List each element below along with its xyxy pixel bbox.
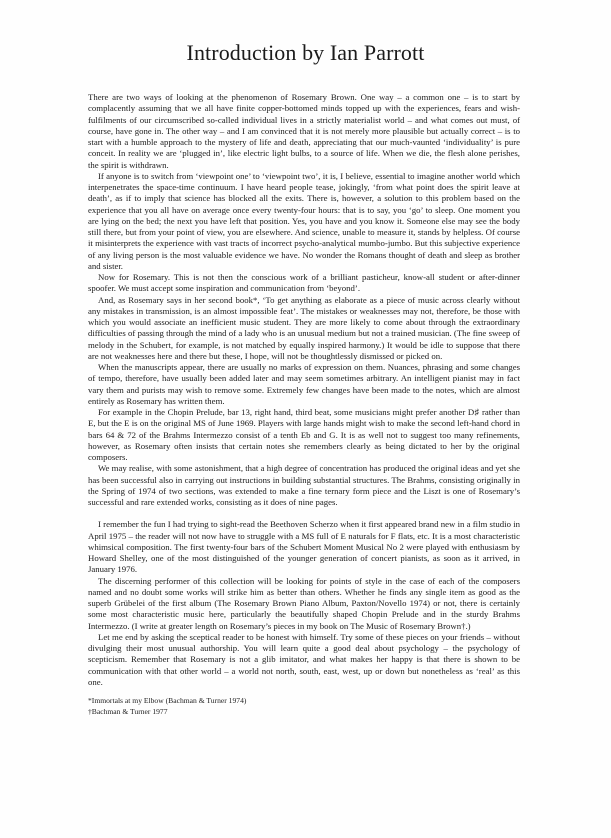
- paragraph-viewpoints: If anyone is to switch from ‘viewpoint one’ to ‘viewpoint two’, it is, I believe, essential to imagine another world which interpenetrates the space-time continuum. I have heard people tease, jokingly, ‘from what point does the spirit leave at death’, as if to imply that science has blocked all the exits. There is, however, a solution to this problem based on the experience that you all have on average once every twenty-four hours: that is to say, you ‘go’ to sleep. One moment you are lying on the bed; the next you have left that position. Yes, you have and you know it. Someone else may see the body still there, but from your point of view, you are elsewhere. And science, unable to measure it, stands by helpless. Of course it misinterprets the experience with vast tracts of incorrect psycho-analytical mumbo-jumbo. But this subjective experience of any living person is the most valuable evidence we have. No wonder the Romans thought of death and sleep as brother and sister.: [88, 170, 520, 271]
- page-title: Introduction by Ian Parrott: [186, 40, 425, 65]
- paragraph-now-for-rosemary: Now for Rosemary. This is not then the conscious work of a brilliant pasticheur, know-all student or after-dinner spoofer. We must accept some inspiration and communication from ‘beyond’.: [88, 272, 520, 294]
- introduction-body: [88, 92, 520, 717]
- paragraph-discerning-performer: The discerning performer of this collection will be looking for points of style in the case of each of the composers named and no doubt some works will strike him as better than others. Whether he finds any single item as good as the superb Grübelei of the first album (The Rosemary Brown Piano Album, Paxton/Novello 1974) or not, there is certainly some most characteristic music here, particularly the beautifully shaped Chopin Prelude and in the sturdy Brahms Intermezzo. (I write at greater length on Rosemary’s pieces in my book on The Music of Rosemary Brown†.): [88, 575, 520, 631]
- paragraph-concentration: We may realise, with some astonishment, that a high degree of concentration has produced the original ideas and yet she has been successful also in carrying out instructions in building substantial structures. The Brahms, consisting originally in the Spring of 1974 of two sections, was extended to make a fine ternary form piece and the Liszt is one of Rosemary’s successful and rare extended works, consisting as it does of nine pages.: [88, 463, 520, 507]
- paragraph-beethoven-scherzo: I remember the fun I had trying to sight-read the Beethoven Scherzo when it first appeared brand new in a film studio in April 1975 – the reader will not now have to struggle with a MS full of E naturals for F flats, etc. It is a most characteristic whimsical composition. The first twenty-four bars of the Schubert Moment Musical No 2 were played with enthusiasm by Howard Shelley, one of the most distinguished of the younger generation of concert pianists, as soon as it arrived, in January 1976.: [88, 519, 520, 575]
- paragraph-chopin-example: For example in the Chopin Prelude, bar 13, right hand, third beat, some musicians might prefer another D♯ rather than E, but the E is on the original MS of June 1969. Players with large hands might wish to make the second left-hand chord in bars 64 & 72 of the Brahms Intermezzo consist of a tenth Eb and G. It is as well not to suggest too many refinements, however, as Rosemary often insists that certain notes she remembers clearly as being dictated to her by the original composers.: [88, 407, 520, 462]
- footnote-immortals: *Immortals at my Elbow (Bachman & Turner 1974): [88, 696, 247, 705]
- paragraph-manuscripts: When the manuscripts appear, there are usually no marks of expression on them. Nuances, phrasing and some changes of tempo, therefore, have usually been added later and may seem sometimes arbitrary. An intelligent pianist may in fact vary them and purists may wish to remove some. Extremely few changes have been made to the notes, which are almost entirely as Rosemary has written them.: [88, 362, 520, 406]
- footnotes: [88, 696, 520, 717]
- paragraph-phenomenon: There are two ways of looking at the phenomenon of Rosemary Brown. One way – a common one – is to start by complacently assuming that we all have finite copper-bottomed minds topped up with the experiences, fears and wish-fulfilments of our circumscribed so-called individual lives in a strictly materialist world – and what comes out must, of course, have gone in. The other way – and I am convinced that it is not merely more plausible but actually correct – is to start with a humble approach to the mystery of life and death, appreciating that our much-vaunted ‘individuality’ is pure conceit. In reality we are ‘plugged in’, like electric light bulbs, to a source of life. When we die, the flesh alone perishes, the spirit is withdrawn.: [88, 92, 520, 170]
- paragraph-transmission: And, as Rosemary says in her second book*, ‘To get anything as elaborate as a piece of music across clearly without any mistakes in transmission, is an almost impossible feat’. The mistakes or weaknesses may not, therefore, be those with which you would associate an inefficient music student. They are more likely to come about through the extraordinary difficulties of passing through the mind of a lady who is an unusual medium but not a trained musician. (The fine sweep of melody in the Schubert, for example, is not matched by equally inspired harmony.) It would be idle to suppose that there are not weaknesses here and there but these, I hope, will not be thoughtlessly dismissed or picked on.: [88, 294, 520, 361]
- footnote-bachman: †Bachman & Turner 1977: [88, 706, 168, 716]
- section-break: [88, 508, 520, 519]
- paragraph-sceptical-reader: Let me end by asking the sceptical reader to be honest with himself. Try some of these pieces on your friends – without divulging their most unusual authorship. You will learn quite a good deal about psychology – the psychology of scepticism. Remember that Rosemary is not a glib imitator, and what makes her happy is that there is shown to be communication with that other world – a world not north, south, east, west, up or down but nonetheless as ‘real’ as this one.: [88, 631, 520, 687]
